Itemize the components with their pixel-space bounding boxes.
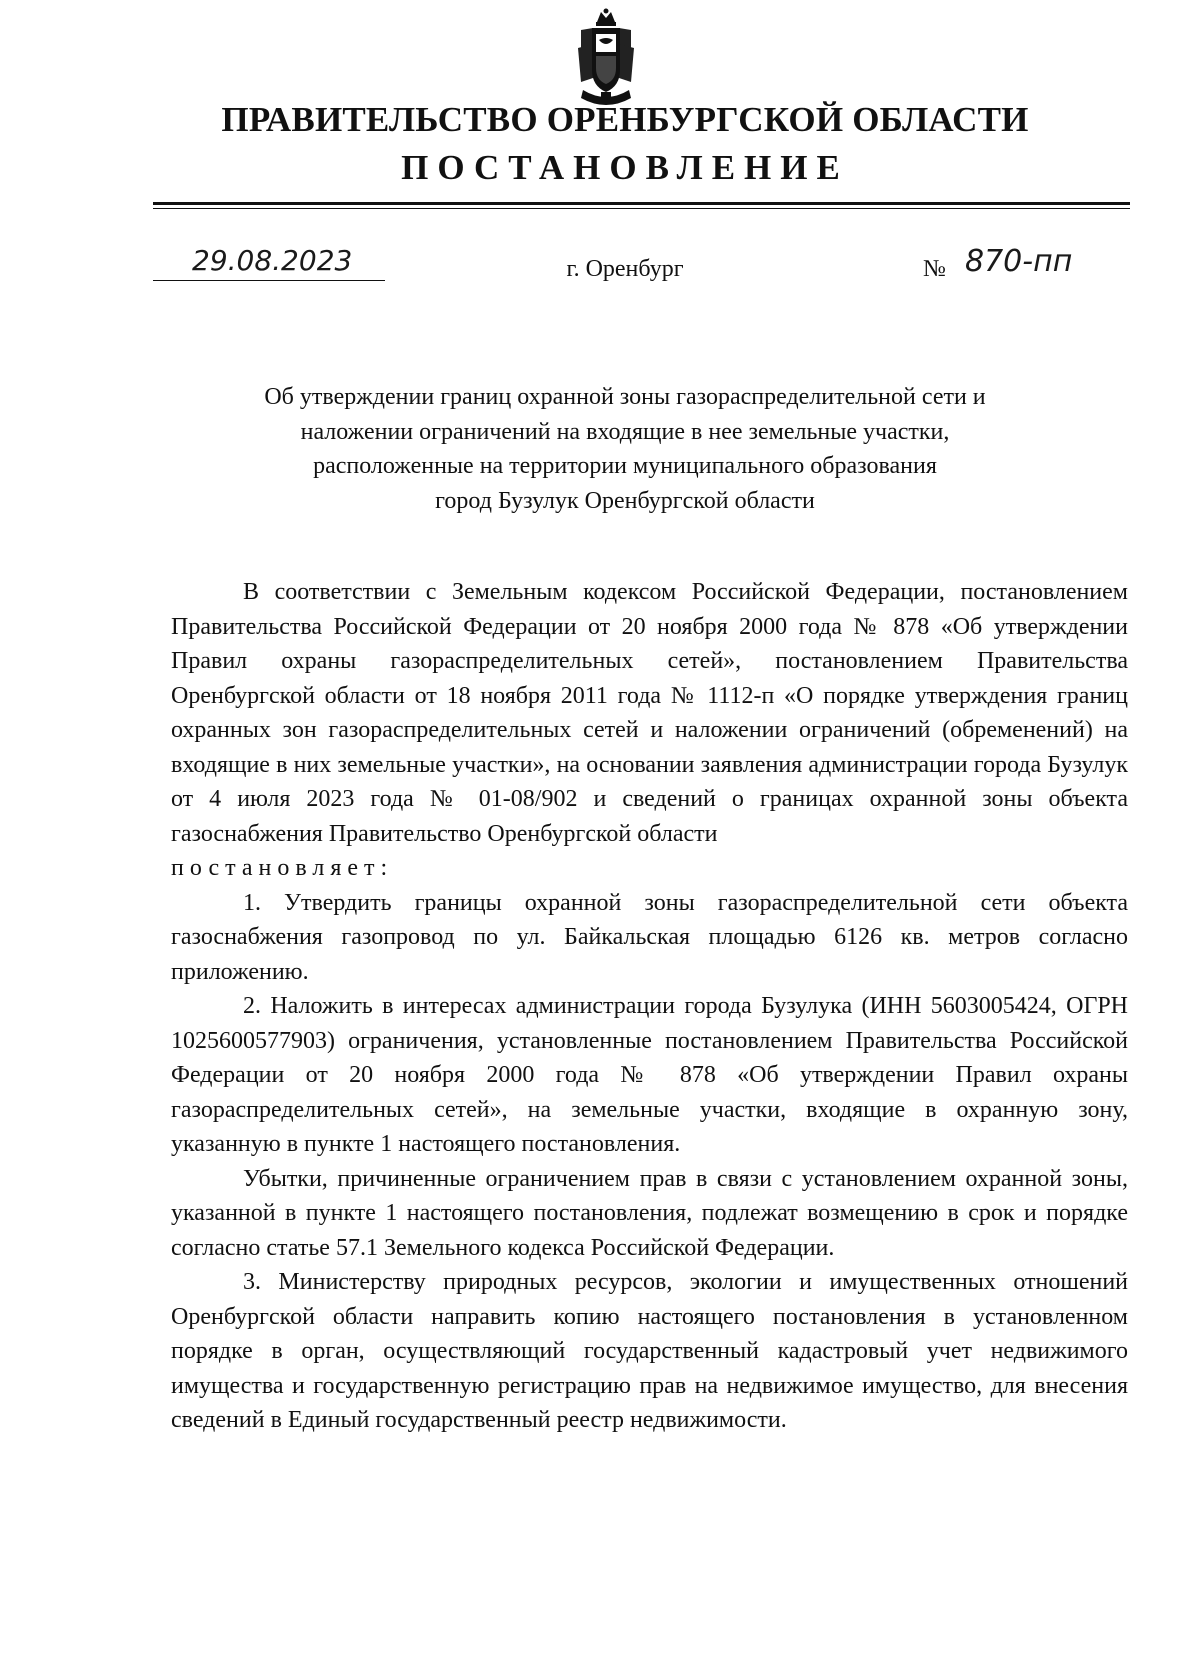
document-number: 870-пп — [965, 244, 1073, 279]
preamble-paragraph: В соответствии с Земельным кодексом Российской Федерации, постановлением Правительства Российской Федерации от 20 ноября 2000 года № 878 «Об утверждении Правил охраны газораспределительных сетей», постановлением Правительства Оренбургской области от 18 ноября 2011 года № 1112-п «О порядке утверждения границ охранных зон газораспределительных сетей и наложении ограничений (обременений) на входящие в них земельные участки», на основании заявления администрации города Бузулук от 4 июля 2023 года № 01-08/902 и сведений о границах охранной зоны объекта газоснабжения Правительство Оренбургской области — [171, 579, 1128, 847]
document-date: 29.08.2023 — [192, 244, 353, 277]
subject-line: расположенные на территории муниципального образования — [313, 453, 937, 479]
oblast-coat-of-arms-icon — [575, 8, 637, 108]
document-city: г. Оренбург — [566, 256, 684, 282]
document-type-title: ПОСТАНОВЛЕНИЕ — [401, 148, 849, 187]
subject-line: город Бузулук Оренбургской области — [435, 487, 815, 514]
resolves-word: постановляет: — [171, 855, 394, 881]
number-label: № — [923, 256, 946, 282]
subject-line: Об утверждении границ охранной зоны газораспределительной сети и — [264, 384, 986, 410]
header-divider-thick — [153, 202, 1130, 205]
clause-3: 3. Министерству природных ресурсов, экологии и имущественных отношений Оренбургской области направить копию настоящего постановления в установленном порядке в орган, осуществляющий государственный кадастровый учет недвижимого имущества и государственную регистрацию прав на недвижимое имущество, для внесения сведений в Единый государственный реестр недвижимости. — [171, 1269, 1128, 1433]
clause-1: 1. Утвердить границы охранной зоны газораспределительной сети объекта газоснабжения газопровод по ул. Байкальская площадью 6126 кв. метров согласно приложению. — [171, 889, 1128, 985]
subject-line: наложении ограничений на входящие в нее земельные участки, — [300, 418, 950, 445]
organization-title: ПРАВИТЕЛЬСТВО ОРЕНБУРГСКОЙ ОБЛАСТИ — [221, 100, 1029, 139]
document-body — [171, 575, 1128, 1438]
clause-2-damages: Убытки, причиненные ограничением прав в связи с установлением охранной зоны, указанной в пункте 1 настоящего постановления, подлежат возмещению в срок и порядке согласно статье 57.1 Земельного кодекса Российской Федерации. — [171, 1165, 1128, 1261]
clause-2: 2. Наложить в интересах администрации города Бузулука (ИНН 5603005424, ОГРН 1025600577903) ограничения, установленные постановлением Правительства Российской Федерации от 20 ноября 2000 года № 878 «Об утверждении Правил охраны газораспределительных сетей», на земельные участки, входящие в охранную зону, указанную в пункте 1 настоящего постановления. — [171, 993, 1128, 1157]
document-subject — [0, 380, 1200, 518]
header-divider-thin — [153, 208, 1130, 209]
